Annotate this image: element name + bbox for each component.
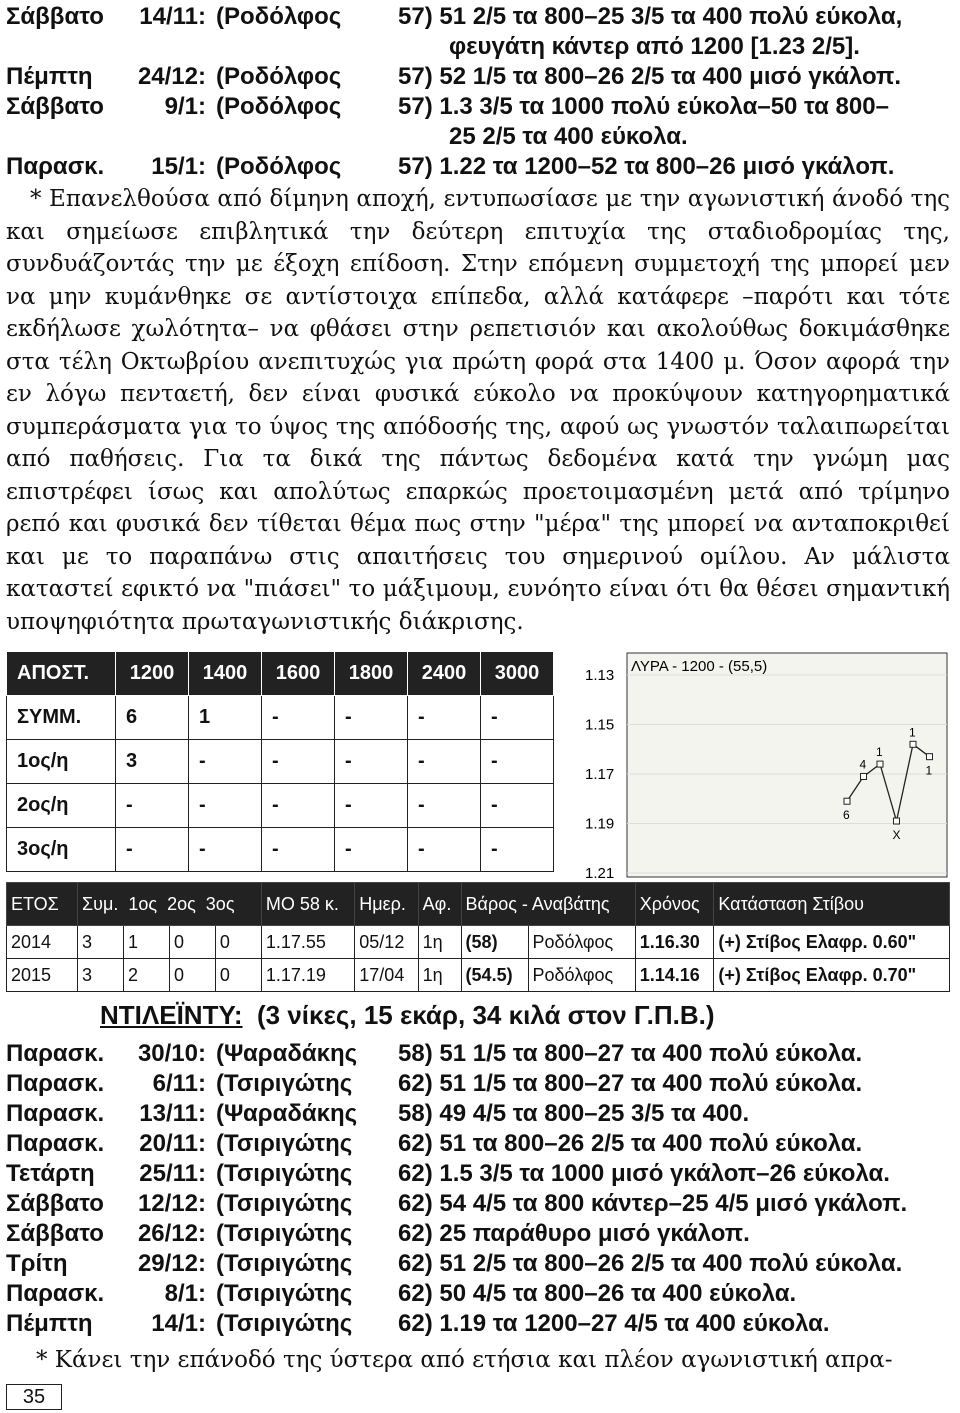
form-cell: 3 (78, 926, 124, 959)
workout-line (6, 1129, 956, 1159)
workout-line (6, 2, 956, 32)
form-cell: 05/12 (355, 926, 418, 959)
table-cell: - (116, 784, 189, 828)
workout-day: Τρίτη (6, 1250, 68, 1277)
table-cell: - (335, 784, 408, 828)
table-cell: - (481, 740, 554, 784)
distance-table (6, 651, 554, 872)
y-tick-label: 1.13 (585, 667, 615, 684)
workout-jockey: (Τσιριγώτης (216, 1310, 353, 1337)
data-point (894, 818, 900, 824)
trailing-comment (6, 1344, 950, 1377)
workout-day: Παρασκ. (6, 1100, 105, 1127)
table-cell: - (408, 828, 481, 872)
form-cell: 1.17.19 (261, 959, 354, 992)
workout-date: 30/10: (137, 1040, 206, 1067)
form-header-cell: Χρόνος (635, 883, 714, 926)
workout-date: 14/1: (151, 1310, 206, 1337)
workout-jockey: (Ροδόλφος (216, 3, 342, 30)
chart-title: ΛΥΡΑ - 1200 - (55,5) (631, 658, 768, 675)
form-header-cell: ΜΟ 58 κ. (261, 883, 354, 926)
table-cell: - (335, 828, 408, 872)
form-cell: (+) Στίβος Ελαφρ. 0.70" (714, 959, 950, 992)
workout-result: 62) 51 2/5 τα 800–26 2/5 τα 400 πολύ εύκολα. (398, 1250, 903, 1277)
workout-jockey: (Τσιριγώτης (216, 1070, 353, 1097)
workout-result: 62) 1.19 τα 1200–27 4/5 τα 400 εύκολα. (398, 1310, 830, 1337)
workout-result: 58) 51 1/5 τα 800–27 τα 400 πολύ εύκολα. (398, 1040, 863, 1067)
form-header-cell: Κατάσταση Στίβου (714, 883, 950, 926)
workout-line (6, 1159, 956, 1189)
workout-day: Παρασκ. (6, 1040, 105, 1067)
form-cell: 1.14.16 (635, 959, 714, 992)
trailing-comment-text: * Κάνει την επάνοδό της ύστερα από ετήσια και πλέον αγωνιστική απρα- (36, 1347, 893, 1373)
workout-date: 9/1: (164, 93, 206, 120)
form-cell: 3 (78, 959, 124, 992)
data-label: X (892, 828, 901, 843)
form-cell: 2015 (7, 959, 78, 992)
workout-day: Σάββατο (6, 1190, 104, 1217)
table-cell: 3ος/η (7, 828, 116, 872)
table-header-row (7, 652, 554, 696)
table-cell: 1 (189, 696, 262, 740)
form-cell: 0 (215, 926, 261, 959)
workout-result: 62) 25 παράθυρο μισό γκάλοπ. (398, 1220, 750, 1247)
performance-chart (585, 651, 950, 879)
workout-line (6, 1219, 956, 1249)
form-header-cell: 2ος (167, 893, 196, 914)
top-workouts (6, 2, 956, 182)
form-cell: 1η (418, 926, 461, 959)
table-row (7, 696, 554, 740)
plot-area (627, 653, 947, 877)
form-cell: (+) Στίβος Ελαφρ. 0.60" (714, 926, 950, 959)
bottom-workouts (6, 1039, 956, 1339)
workout-line (6, 1039, 956, 1069)
form-header-cell: ΕΤΟΣ (7, 883, 78, 926)
table-cell: ΣΥΜΜ. (7, 696, 116, 740)
table-cell: - (262, 740, 335, 784)
table-row (7, 740, 554, 784)
workout-line (6, 1279, 956, 1309)
form-header-group (78, 883, 262, 926)
table-header-cell: 3000 (481, 652, 554, 696)
form-cell: (58) (461, 926, 528, 959)
data-label: 4 (859, 757, 867, 772)
data-label: 1 (909, 725, 916, 740)
workout-date: 14/11: (139, 3, 206, 30)
data-point (861, 773, 867, 779)
table-header-cell: 1800 (335, 652, 408, 696)
y-tick-label: 1.15 (585, 716, 615, 734)
table-cell: - (189, 740, 262, 784)
form-cell: 0 (169, 959, 215, 992)
data-point (927, 754, 933, 760)
form-cell: 2 (123, 959, 169, 992)
workout-day: Παρασκ. (6, 1280, 105, 1307)
workout-day: Παρασκ. (6, 153, 105, 180)
workout-day: Παρασκ. (6, 1070, 105, 1097)
workout-jockey: (Ψαραδάκης (216, 1100, 358, 1127)
commentary-text: * Επανελθούσα από δίμηνη αποχή, εντυπωσίασε με την αγωνιστική άνοδό της και σημείωσε επιβλητικά την δεύτερη επιτυχία της σταδιοδρομίας της, συνδυάζοντάς την με έξοχη επίδοση. Στην επόμενη συμμετοχή της μπορεί μεν να μην κυμάνθηκε σε αντίστοιχα επίπεδα, αλλά κατάφερε –παρότι και τότε εκδήλωσε χωλότητα– να φθάσει στην ρεπετισιόν και ακολούθως δοκιμάσθηκε στα τέλη Οκτωβρίου ανεπιτυχώς για πρώτη φορά στα 1400 μ. Όσον αφορά την εν λόγω πενταετή, δεν είναι φυσικά εύκολο να προκύψουν κατηγορηματικά συμπεράσματα για το ύψος της απόδοσής της, αφού ως γνωστόν ταλαιπωρείται από παθήσεις. Για τα δικά της πάντως δεδομένα κατά την γνώμη μας επιστρέφει ίσως και απολύτως επαρκώς προετοιμασμένη μετά από τρίμηνο ρεπό και φυσικά δεν τίθεται θέμα πως στην "μέρα" της μπορεί να ανταποκριθεί και με το παραπάνω στις απαιτήσεις του σημερινού ομίλου. Αν μάλιστα καταστεί εφικτό να "πιάσει" το μάξιμουμ, ευνόητο είναι ότι θα θέσει σημαντική υποψηφιότητα πρωταγωνιστικής διάκρισης. (6, 186, 950, 635)
workout-line (6, 1249, 956, 1279)
workout-day: Τετάρτη (6, 1160, 95, 1187)
workout-result-cont: 25 2/5 τα 400 εύκολα. (449, 123, 688, 150)
workout-jockey: (Τσιριγώτης (216, 1280, 353, 1307)
table-cell: 2ος/η (7, 784, 116, 828)
data-label: 1 (925, 763, 933, 778)
form-cell: Ροδόλφος (528, 959, 635, 992)
workout-date: 20/11: (139, 1130, 206, 1157)
workout-jockey: (Τσιριγώτης (216, 1190, 353, 1217)
form-header-cell: 3ος (205, 893, 235, 914)
table-cell: - (189, 784, 262, 828)
horse-stats: (3 νίκες, 15 εκάρ, 34 κιλά στον Γ.Π.Β.) (256, 1000, 715, 1030)
table-cell: - (408, 784, 481, 828)
form-cell: 17/04 (355, 959, 418, 992)
form-cell: 1η (418, 959, 461, 992)
y-tick-label: 1.17 (585, 766, 615, 783)
table-cell: - (116, 828, 189, 872)
workout-date: 6/11: (152, 1070, 206, 1097)
workout-day: Πέμπτη (6, 63, 93, 90)
table-header-cell: 1600 (262, 652, 335, 696)
workout-jockey: (Ροδόλφος (216, 93, 342, 120)
horse-name: ΝΤΙΛΕΪΝΤΥ: (100, 1000, 243, 1030)
workout-date: 26/12: (137, 1220, 206, 1247)
workout-day: Σάββατο (6, 93, 104, 120)
form-header-cell: Ημερ. (355, 883, 418, 926)
workout-date: 13/11: (139, 1100, 206, 1127)
table-cell: - (262, 828, 335, 872)
workout-line (6, 62, 956, 92)
workout-jockey: (Ψαραδάκης (216, 1040, 358, 1067)
workout-result: 58) 49 4/5 τα 800–25 3/5 τα 400. (398, 1100, 750, 1127)
y-tick-label: 1.21 (585, 865, 615, 879)
commentary (6, 183, 950, 638)
workout-line (6, 92, 956, 122)
form-header-cell: Βάρος - Αναβάτης (461, 883, 635, 926)
form-cell: Ροδόλφος (528, 926, 635, 959)
workout-jockey: (Τσιριγώτης (216, 1160, 353, 1187)
workout-day: Πέμπτη (6, 1310, 93, 1337)
table-header-cell: 1400 (189, 652, 262, 696)
form-cell: 1.16.30 (635, 926, 714, 959)
table-cell: 3 (116, 740, 189, 784)
table-cell: - (189, 828, 262, 872)
workout-date: 15/1: (151, 153, 206, 180)
workout-result: 62) 1.5 3/5 τα 1000 μισό γκάλοπ–26 εύκολα. (398, 1160, 890, 1187)
data-point (844, 798, 850, 804)
table-header-cell: 1200 (116, 652, 189, 696)
form-cell: 1 (123, 926, 169, 959)
data-point (910, 741, 916, 747)
horse-title (100, 1000, 715, 1031)
workout-jockey: (Ροδόλφος (216, 153, 342, 180)
data-label: 1 (876, 745, 883, 760)
table-header-cell: ΑΠΟΣΤ. (7, 652, 116, 696)
table-cell: 1ος/η (7, 740, 116, 784)
workout-line (6, 1309, 956, 1339)
workout-result: 62) 51 1/5 τα 800–27 τα 400 πολύ εύκολα. (398, 1070, 863, 1097)
data-point (877, 761, 883, 767)
form-header-cell: Συμ. (82, 893, 119, 914)
y-tick-label: 1.19 (585, 815, 615, 833)
workout-line (6, 1189, 956, 1219)
table-cell: - (335, 696, 408, 740)
workout-day: Σάββατο (6, 1220, 104, 1247)
table-cell: - (262, 696, 335, 740)
form-row (7, 926, 950, 959)
form-header-cell: Αφ. (418, 883, 461, 926)
workout-line (6, 1099, 956, 1129)
workout-result: 62) 50 4/5 τα 800–26 τα 400 εύκολα. (398, 1280, 797, 1307)
form-cell: 1.17.55 (261, 926, 354, 959)
workout-line (6, 1069, 956, 1099)
table-cell: - (262, 784, 335, 828)
table-row (7, 828, 554, 872)
table-cell: - (335, 740, 408, 784)
table-cell: - (481, 828, 554, 872)
workout-line-cont (6, 122, 956, 152)
page-number: 35 (6, 1384, 62, 1410)
form-header-cell: 1ος (128, 893, 158, 914)
workout-day: Παρασκ. (6, 1130, 105, 1157)
workout-jockey: (Τσιριγώτης (216, 1130, 353, 1157)
table-cell: - (408, 740, 481, 784)
workout-jockey: (Τσιριγώτης (216, 1250, 353, 1277)
workout-result: 57) 1.3 3/5 τα 1000 πολύ εύκολα–50 τα 800– (398, 93, 889, 120)
workout-result: 57) 51 2/5 τα 800–25 3/5 τα 400 πολύ εύκολα, (398, 3, 903, 30)
workout-day: Σάββατο (6, 3, 104, 30)
table-row (7, 784, 554, 828)
form-cell: (54.5) (461, 959, 528, 992)
workout-result: 57) 52 1/5 τα 800–26 2/5 τα 400 μισό γκάλοπ. (398, 63, 902, 90)
table-cell: - (481, 696, 554, 740)
workout-date: 12/12: (137, 1190, 206, 1217)
table-cell: - (408, 696, 481, 740)
form-cell: 2014 (7, 926, 78, 959)
workout-date: 25/11: (139, 1160, 206, 1187)
workout-line (6, 152, 956, 182)
table-cell: 6 (116, 696, 189, 740)
data-label: 6 (843, 808, 850, 823)
workout-jockey: (Τσιριγώτης (216, 1220, 353, 1247)
workout-result: 57) 1.22 τα 1200–52 τα 800–26 μισό γκάλοπ. (398, 153, 895, 180)
workout-result: 62) 54 4/5 τα 800 κάντερ–25 4/5 μισό γκάλοπ. (398, 1190, 908, 1217)
form-header-row (7, 883, 950, 926)
workout-date: 29/12: (137, 1250, 206, 1277)
table-cell: - (481, 784, 554, 828)
workout-line-cont (6, 32, 956, 62)
workout-date: 24/12: (137, 63, 206, 90)
form-cell: 0 (169, 926, 215, 959)
table-header-cell: 2400 (408, 652, 481, 696)
workout-result-cont: φευγάτη κάντερ από 1200 [1.23 2/5]. (449, 33, 860, 60)
form-cell: 0 (215, 959, 261, 992)
form-table (6, 882, 950, 992)
workout-date: 8/1: (164, 1280, 206, 1307)
workout-jockey: (Ροδόλφος (216, 63, 342, 90)
form-row (7, 959, 950, 992)
workout-result: 62) 51 τα 800–26 2/5 τα 400 πολύ εύκολα. (398, 1130, 863, 1157)
